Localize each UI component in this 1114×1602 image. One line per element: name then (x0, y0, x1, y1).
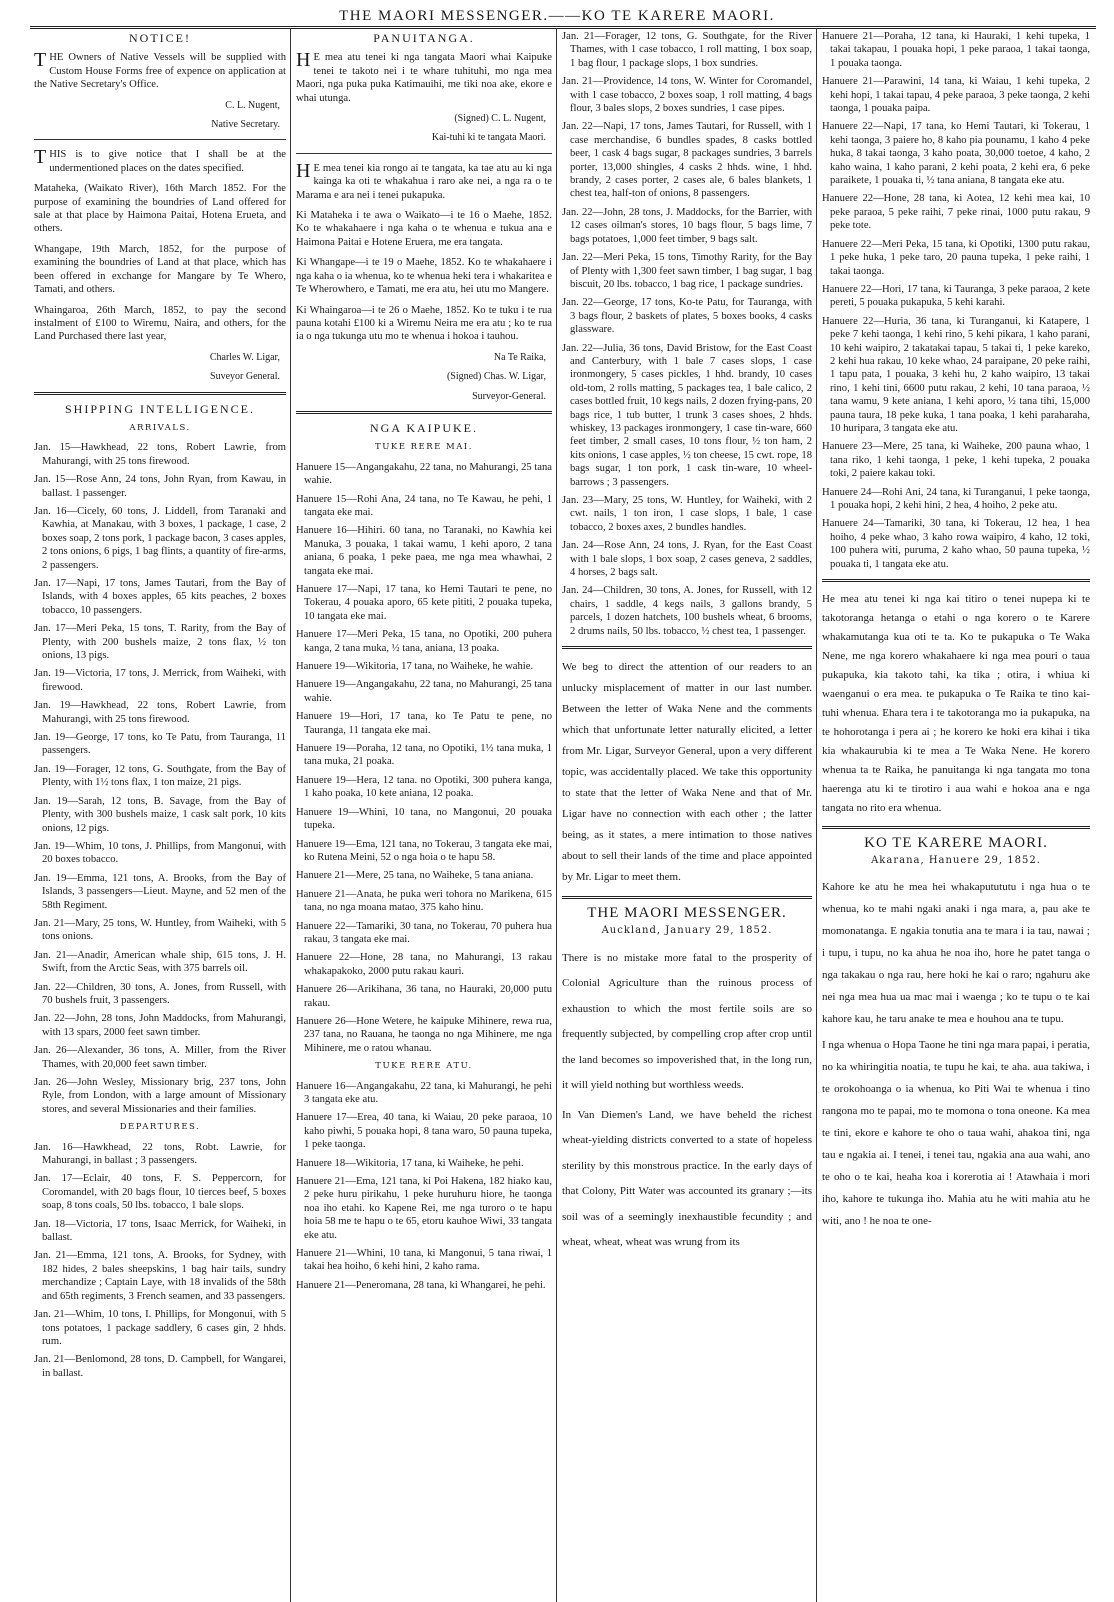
tuke-atu-entry: Hanuere 22—Huria, 36 tana, ki Turanganui, ki Katapere, 1 peke 7 kehi taonga, 1 kehi rino, 5 kehi pikara, 1 kaho parani, 10 kehi waipiro, 2 takatakai tapau, 5 takai ti, 1 peke kareko, 2 kehi hua rakau, 10 keke whao, 24 paraipane, 20 peke raihi, 1 tapu pata, 1 pouaka, 3 kehi hu, 2 kaho waipiro, 13 takai rino, 1 kehi tini, 6600 putu rakau, 2 kehi, 10 tana paraoa, ½ tana wamu, 9 kete aniana, 1 kehi aporo, ½ tana tihi, 15,000 pauna taura, 18 peke kuka, 1 tana poaka, 1 kehi paraharaha, 10 huripara, 3 tangata eke atu. (822, 315, 1090, 434)
arrival-entry: Jan. 22—Children, 30 tons, A. Jones, from Russell, with 70 bushels fruit, 3 passengers. (34, 981, 286, 1006)
tuke-atu-entry: Hanuere 21—Peneromana, 28 tana, ki Whangarei, he pehi. (296, 1279, 546, 1291)
departure-entry: Jan. 21—Benlomond, 28 tons, D. Campbell, for Wangarei, in ballast. (34, 1354, 286, 1379)
departure-entry: Jan. 22—Meri Peka, 15 tons, Timothy Rarity, for the Bay of Plenty with 1,300 feet sawn timber, 1 bag sugar, 1 bag biscuit, 20 lbs. tobacco, 1 bag rice, 1 package sundries. (562, 252, 812, 290)
tuke-mai-entry: Hanuere 17—Meri Peka, 15 tana, no Opotiki, 200 puhera kanga, 2 tana muka, ½ tana, aniana, 13 poaka. (296, 629, 552, 654)
tuke-mai-entry: Hanuere 22—Hone, 28 tana, no Mahurangi, 13 rakau whakapakoko, 2000 putu rakau kauri. (296, 952, 552, 977)
tuke-atu-entry: Hanuere 21—Poraha, 12 tana, ki Hauraki, 1 kehi tupeka, 1 takai takapau, 1 pouaka hopi, 1 peke paraoa, 1 takai taonga, 1 pouaka taonga. (822, 31, 1090, 69)
arrival-entry: Jan. 19—Emma, 121 tons, A. Brooks, from the Bay of Islands, 3 passengers—Lieut. Mayne, and 52 men of the 58th Regiment. (34, 872, 286, 911)
editorial-paragraph: There is no mistake more fatal to the prosperity of Colonial Agriculture than the ruinous process of exhaustion to which the most fertile soils are so frequently subjected, by compelling crop after crop until the land becomes so impoverished that, in the long run, it will yield nothing but worthless weeds. (562, 951, 812, 1092)
arrival-entry: Jan. 19—Hawkhead, 22 tons, Robert Lawrie, from Mahurangi, with 25 tons firewood. (34, 700, 286, 725)
masthead: THE MAORI MESSENGER.——KO TE KARERE MAORI. (339, 8, 775, 24)
panuitanga-signature: (Signed) C. L. Nugent, (454, 113, 546, 125)
arrival-entry: Jan. 19—Victoria, 17 tons, J. Merrick, from Waiheki, with firewood. (34, 668, 286, 693)
tuke-mai-entry: Hanuere 22—Tamariki, 30 tana, no Tokerau, 70 puhera hua rakau, 3 tangata eke mai. (296, 920, 552, 945)
tuke-mai-entry: Hanuere 15—Rohi Ana, 24 tana, no Te Kawau, he pehi, 1 tangata eke mai. (296, 493, 552, 518)
departure-entry: Jan. 22—George, 17 tons, Ko-te Patu, for Tauranga, with 3 bags flour, 2 baskets of plates, 5 boxes books, 4 casks glassware. (562, 297, 812, 336)
raika-paragraph: Ki Whangape—i te 19 o Maehe, 1852. Ko te whakahaere i nga kaha o ia whenua, ko te whenua heki tera i whakaritea e Te Wherowhero, e Tamati, me era atu, hei utu mo Mangere. (296, 257, 552, 296)
column-4 (822, 30, 1090, 1602)
tuke-mai-entry: Hanuere 19—Hori, 17 tana, ko Te Patu te pene, no Tauranga, 11 tangata eke mai. (296, 711, 552, 736)
tuke-atu-entry: Hanuere 22—Hori, 17 tana, ki Tauranga, 3 peke paraoa, 2 kete pereti, 5 pouaka pukapuka, 5 kehi karahi. (822, 283, 1090, 309)
divider (34, 139, 286, 140)
tuke-mai-heading: TUKE RERE MAI. (375, 442, 473, 453)
divider (562, 896, 812, 899)
tuke-atu-entry: Hanuere 22—Hone, 28 tana, ki Aotea, 12 kehi mea kai, 10 peke paraoa, 5 peke raihi, 7 peke rinai, 1000 putu rakau, 9 peke tote. (822, 193, 1090, 232)
tuke-atu-heading: TUKE RERE ATU. (375, 1061, 473, 1072)
tuke-atu-entry: Hanuere 21—Parawini, 14 tana, ki Waiau, 1 kehi tupeka, 2 kehi hopi, 1 takai tapau, 4 peke paraoa, 3 peke taonga, 2 kehi taonga, 1 pouaka paipa. (822, 76, 1090, 115)
tuke-atu-entry: Hanuere 17—Erea, 40 tana, ki Waiau, 20 peke paraoa, 10 kaho piwhi, 5 pouaka hopi, 8 tana waro, 50 pauna tupeka, 1 peke taonga. (296, 1112, 552, 1151)
column-divider (290, 28, 291, 1602)
arrivals-list (34, 441, 286, 1116)
raika-signature-title: Surveyor-General. (472, 390, 546, 402)
tuke-mai-entry: Hanuere 16—Hihiri. 60 tana, no Taranaki, no Kawhia kei Manuka, 3 pouaka, 1 takai wamu, 1 kehi aporo, 2 tana aniana, 6 poaka, 1 peke paea, me nga mea whawhai, 2 tangata eke mai. (296, 525, 552, 577)
departures-list (34, 1141, 286, 1381)
tuke-mai-entry: Hanuere 21—Anata, he puka weri tohora no Marikena, 615 tana, no nga moana matao, 375 kaho hinu. (296, 888, 552, 914)
departure-entry: Jan. 21—Providence, 14 tons, W. Winter for Coromandel, with 1 case tobacco, 2 boxes soap, 1 roll matting, 4 bags flour, 3 bales slops, 2 boxes sundries, 1 case pipes. (562, 76, 812, 115)
karere-dateline: Akarana, Hanuere 29, 1852. (871, 855, 1041, 867)
tuke-atu-entry: Hanuere 18—Wikitoria, 17 tana, ki Waiheke, he pehi. (296, 1157, 524, 1169)
panuitanga-signature-title: Kai-tuhi ki te tangata Maori. (431, 132, 546, 144)
tuke-atu-list (296, 1080, 552, 1293)
tuke-atu-entry: Hanuere 23—Mere, 25 tana, ki Waiheke, 200 pauna whao, 1 tana riko, 1 kehi taonga, 1 peke, 1 kehi tupeka, 2 pouaka toki, 2 paiere kakau toki. (822, 441, 1090, 480)
arrival-entry: Jan. 15—Hawkhead, 22 tons, Robert Lawrie, from Mahurangi, with 25 tons firewood. (34, 442, 286, 467)
messenger-title: THE MAORI MESSENGER. (587, 905, 787, 922)
arrival-entry: Jan. 17—Napi, 17 tons, James Tautari, from the Bay of Islands, with 4 boxes apples, 65 kits peaches, 2 boxes tobacco, 10 passengers. (34, 578, 286, 616)
tuke-atu-entry: Hanuere 24—Rohi Ani, 24 tana, ki Turanganui, 1 peke taonga, 1 pouaka hopi, 2 kehi hini, 2 hea, 4 hoiho, 2 peke atu. (822, 486, 1090, 511)
tuke-atu-entry: Hanuere 22—Napi, 17 tana, ko Hemi Tautari, ki Tokerau, 1 kehi taonga, 3 paiere ho, 8 kaho pia pounamu, 1 kaho 4 peke huka, 8 takai taonga, 3 kaho poata, 30,000 toetoe, 4 kaho, 2 kaho waina, 1 kaho parani, 2 kehi poata, 2 kehi era, 6 peke paraikete, 1 pouaka ti, ½ tana aniana, 8 tangata eke atu. (822, 121, 1090, 187)
messenger-dateline: Auckland, January 29, 1852. (601, 925, 773, 937)
tuke-atu-entry: Hanuere 16—Angangakahu, 22 tana, ki Mahurangi, he pehi 3 tangata eke atu. (296, 1080, 552, 1105)
arrival-entry: Jan. 19—Whim, 10 tons, J. Phillips, from Mangonui, with 20 boxes tobacco. (34, 840, 286, 866)
tuke-atu-entry: Hanuere 21—Ema, 121 tana, ki Poi Hakena, 182 hiako kau, 2 peke huru pirikahu, 1 peke huruhuru hiore, he taonga noa iho etahi. ko Kapene Rei, me nga turoro o te hapu hoia 58 me te hapu o te 65, etoru kauhoe Wiwi, 33 tangata eke atu. (296, 1176, 552, 1241)
ligar-paragraph: Whangape, 19th March, 1852, for the purpose of examining the boundries of Land at that place, which has been offered in exchange for Mangare by Te Whero, Tamati, and others. (34, 243, 286, 296)
column-divider (816, 28, 817, 1602)
arrival-entry: Jan. 19—George, 17 tons, ko Te Patu, from Tauranga, 11 passengers. (34, 732, 286, 757)
arrival-entry: Jan. 26—John Wesley, Missionary brig, 237 tons, John Ryle, from London, with a large amount of Missionary stores, and several Missionaries and their families. (34, 1077, 286, 1115)
departures-heading: DEPARTURES. (119, 1122, 201, 1133)
masthead-rule (30, 26, 1096, 29)
departures-continued-list (562, 30, 812, 638)
arrival-entry: Jan. 21—Mary, 25 tons, W. Huntley, from Waiheki, with 5 tons onions. (34, 917, 286, 943)
departure-entry: Jan. 18—Victoria, 17 tons, Isaac Merrick, for Waiheki, in ballast. (34, 1218, 286, 1244)
shipping-heading: SHIPPING INTELLIGENCE. (65, 401, 255, 416)
notice-heading: NOTICE! (129, 31, 191, 45)
column-1 (34, 30, 286, 1602)
tuke-mai-entry: Hanuere 19—Wikitoria, 17 tana, no Waiheke, he wahie. (296, 661, 534, 673)
arrival-entry: Jan. 16—Cicely, 60 tons, J. Liddell, from Taranaki and Kawhia, at Manakau, with 3 boxes, 1 package, 1 case, 2 boxes soap, 2 tons pork, 1 package bacon, 3 cases apples, 2 tons onions, 6 pigs, 1 bag flints, a quantity of fire-arms, 2 passengers. (34, 505, 286, 571)
arrival-entry: Jan. 19—Sarah, 12 tons, B. Savage, from the Bay of Plenty, with 300 bushels maize, 1 cask salt pork, 10 kits onions, 12 pigs. (34, 795, 286, 834)
arrival-entry: Jan. 15—Rose Ann, 24 tons, John Ryan, from Kawau, in ballast. 1 passenger. (34, 474, 286, 499)
notice-signature: C. L. Nugent, (225, 99, 280, 111)
departure-entry: Jan. 23—Mary, 25 tons, W. Huntley, for Waiheki, with 2 cwt. nails, 1 ton iron, 1 case slops, 1 bale, 1 case tobacco, 2 boxes axes, 2 bundles handles. (562, 495, 812, 533)
divider (296, 153, 552, 154)
departure-entry: Jan. 17—Eclair, 40 tons, F. S. Peppercorn, for Coromandel, with 20 bags flour, 10 tierces beef, 5 boxes soap, 8 tons coals, 50 lbs. tobacco, 1 bale slops. (34, 1173, 286, 1212)
tuke-atu-entry: Hanuere 24—Tamariki, 30 tana, ki Tokerau, 12 hea, 1 hea hoiho, 4 peke whao, 3 kaho rowa waipiro, 4 kaho, 12 toki, 100 puhera witi, puruma, 2 kaho whao, 50 pauna tupeka, ½ pouaka ti, 1 tangata eke atu. (822, 518, 1090, 570)
arrival-entry: Jan. 19—Forager, 12 tons, G. Southgate, from the Bay of Plenty, with 1½ tons flax, 1 ton maize, 21 pigs. (34, 763, 286, 789)
ligar-signature-title: Suveyor General. (210, 371, 280, 383)
raika-signature: (Signed) Chas. W. Ligar, (446, 371, 546, 383)
kaipuke-heading: NGA KAIPUKE. (370, 420, 478, 435)
tuke-mai-entry: Hanuere 15—Angangakahu, 22 tana, no Mahurangi, 25 tana wahie. (296, 461, 552, 487)
editorial-paragraph-maori: Kahore ke atu he mea hei whakaputututu i nga hua o te whenua, ko te mahi ngaki anaki i nga mara, a, pau ake te momonatanga. E ngakia tonutia ana te mara i ia tau, nawai ; i tupu, i tupu, no ka ahua he noa iho, hore he patet tanga o nga takakau o nga rau, here hoki he kai o raro; ngahuru ake nei nga mea hua ua mac mai i waenga ; ko te tupu o te kai kahore kau, he taru anake te mea e houhou ana te tupu. (822, 880, 1090, 1025)
arrival-entry: Jan. 21—Anadir, American whale ship, 615 tons, J. H. Swift, from the Arctic Seas, with 375 barrels oil. (34, 949, 286, 975)
tuke-mai-entry: Hanuere 19—Whini, 10 tana, no Mangonui, 20 pouaka tupeka. (296, 806, 552, 832)
departure-entry: Jan. 24—Children, 30 tons, A. Jones, for Russell, with 12 chairs, 1 saddle, 4 kegs nails, 3 gallons brandy, 5 parcels, 1 dozen hatchets, 100 bushels wheat, 6 brooms, 2 drums nails, 50 lbs. tobacco, ½ chest tea, 1 passenger. (562, 585, 812, 637)
panuitanga-heading: PANUITANGA. (373, 31, 475, 45)
departure-entry: Jan. 21—Forager, 12 tons, G. Southgate, for the River Thames, with 1 case tobacco, 1 roll matting, 1 box soap, 1 bag flour, 1 package slops, 1 box sundries. (562, 31, 812, 69)
arrival-entry: Jan. 17—Meri Peka, 15 tons, T. Rarity, from the Bay of Plenty, with 200 bushels maize, 2 tons flax, ½ ton onions, 13 pigs. (34, 623, 286, 662)
tuke-mai-entry: Hanuere 26—Hone Wetere, he kaipuke Mihinere, rewa rua, 237 tana, no Rauana, he taonga no nga Mihinere, me nga Mihinere, me o ratou whanau. (296, 1015, 552, 1054)
column-divider (556, 28, 557, 1602)
tuke-mai-entry: Hanuere 26—Arikihana, 36 tana, no Hauraki, 20,000 putu rakau. (296, 984, 552, 1009)
raika-signature: Na Te Raika, (493, 351, 546, 363)
tuke-mai-entry: Hanuere 21—Mere, 25 tana, no Waiheke, 5 tana aniana. (296, 870, 534, 882)
column-3 (562, 30, 812, 1602)
ligar-intro: THIS is to give notice that I shall be at the undermentioned places on the dates specified. (34, 146, 286, 174)
notice-text: THE Owners of Native Vessels will be supplied with Custom House Forms free of expence on application at the Native Secretary's Office. (34, 49, 286, 91)
departure-entry: Jan. 21—Whim, 10 tons, I. Phillips, for Mongonui, with 5 tons potatoes, 1 package saddlery, 6 cases gin, 2 hhds. rum. (34, 1309, 286, 1347)
tuke-atu-continued-list (822, 30, 1090, 571)
departure-entry: Jan. 21—Emma, 121 tons, A. Brooks, for Sydney, with 182 hides, 2 bales sheepskins, 1 bag hair tails, sundry merchandize ; Captain Laye, with 18 invalids of the 58th and 65th regiments, 3 French seamen, and 33 passengers. (34, 1250, 286, 1302)
editorial-paragraph: In Van Diemen's Land, we have beheld the richest wheat-yielding districts converted to a state of hopeless sterility by this monstrous practice. In the early days of that Colony, Pitt Water was accounted its granary ;—its soil was of a seemingly inexhaustible fecundity ; and wheat, wheat, wheat was wrung from its (562, 1108, 812, 1249)
misplacement-notice: We beg to direct the attention of our readers to an unlucky misplacement of matter in our last number. Between the letter of Waka Nene and the comments which that unfortunate letter naturally elicited, a letter from Mr. Ligar, Surveyor General, upon a very different topic, was accidentally placed. We take this opportunity to state that the letter of Waka Nene and that of Mr. Ligar have no connection with each other ; the latter being, as it states, a mere intimation to those natives about to sell their lands of the time and place appointed by Mr. Ligar to meet them. (562, 661, 812, 884)
raika-intro: HE mea tenei kia rongo ai te tangata, ka tae atu au ki nga kainga ka oti te whakahua i raro ake nei, a nga ra o te Marama e ara nei i tenei pukapuka. (296, 159, 552, 201)
notice-signature-title: Native Secretary. (211, 119, 280, 131)
misplacement-notice-maori: He mea atu tenei ki nga kai titiro o tenei nupepa ki te takotoranga hetanga o etahi o nga korero o te Karere whakamutanga kua oti te ta. Ko te pukapuka o Te Waka Nene, me nga korero whakahaere ki nga mea pouri o taua pukapuka, kia takoto tahi, ka tika ; otira, i whiua ki waenganui o era mea. te pukapuka o Te Raika te tino kai-tuhi whenua. Ehara tera i te takotoranga mo ia pukapuka, na te hohorotanga i pera ai ; he korero ke hoki era kihai i tika kia whakaurubia ki te mea a Te Waka Nene. He korero whenua ta te Raika, he panuitanga ki nga tangata mo tona haerenga atu ki te tirotiro i aua wahi e hokoa ana e nga tangata no rito era whenua. (822, 593, 1090, 815)
raika-paragraph: Ki Whaingaroa—i te 26 o Maehe, 1852. Ko te tuku i te rua pauna kotahi £100 ki a Wiremu Neira me era atu ; ko te rua ia o nga tukunga utu mo te whenua i hokoa i tauhou. (296, 304, 552, 343)
divider (822, 826, 1090, 829)
departure-entry: Jan. 24—Rose Ann, 24 tons, J. Ryan, for the East Coast with 1 bale slops, 1 box soap, 2 cases geneva, 2 saddles, 4 horses, 2 bags salt. (562, 540, 812, 579)
divider (822, 579, 1090, 582)
arrival-entry: Jan. 26—Alexander, 36 tons, A. Miller, from the River Thames, with 20,000 feet sawn timber. (34, 1045, 286, 1070)
tuke-mai-entry: Hanuere 19—Hera, 12 tana. no Opotiki, 300 puhera kanga, 1 kaho poaka, 10 kete aniana, 12 poaka. (296, 774, 552, 800)
tuke-mai-entry: Hanuere 17—Napi, 17 tana, ko Hemi Tautari te pene, no Tokerau, 4 pouaka aporo, 65 kete pititi, 2 pouaka tupeka, 10 tangata eke mai. (296, 584, 552, 622)
tuke-mai-entry: Hanuere 19—Angangakahu, 22 tana, no Mahurangi, 25 tana wahie. (296, 679, 552, 704)
ligar-paragraph: Whaingaroa, 26th March, 1852, to pay the second instalment of £100 to Wiremu, Naira, and others, for the Land Purchased there last year, (34, 304, 286, 343)
tuke-mai-entry: Hanuere 19—Ema, 121 tana, no Tokerau, 3 tangata eke mai, ko Rutena Meini, 52 o nga hoia o te hapu 58. (296, 838, 552, 863)
ligar-paragraph: Mataheka, (Waikato River), 16th March 1852. For the purpose of examining the boundries of Land offered for sale at that place by Haimona Paitai, Hotena Erueta, and others. (34, 183, 286, 235)
tuke-mai-list (296, 461, 552, 1055)
karere-title: KO TE KARERE MAORI. (864, 835, 1048, 852)
departure-entry: Jan. 22—Napi, 17 tons, James Tautari, for Russell, with 1 case merchandise, 6 bundles spades, 8 casks bottled beer, 1 cask 4 bags sugar, 8 packages sundries, 3 barrels porter, 13,000 shingles, 4 casks 2 hhds. wine, 1 hhd. brandy, 2 cases porter, 2 cases ale, 6 bales blankets, 1 chest tea, half-ton of onions, 8 passengers. (562, 121, 812, 200)
arrivals-heading: ARRIVALS. (129, 422, 191, 433)
departure-entry: Jan. 16—Hawkhead, 22 tons, Robt. Lawrie, for Mahurangi, in ballast ; 3 passengers. (34, 1141, 286, 1167)
panuitanga-text: HE mea atu tenei ki nga tangata Maori whai Kaipuke tenei te takoto nei i te whare tuhituhi, mo nga mea Maori, nga puka puka Katimauihi, me tiki noa ake, ekore e whai utunga. (296, 49, 552, 104)
divider (296, 411, 552, 414)
arrival-entry: Jan. 22—John, 28 tons, John Maddocks, from Mahurangi, with 13 spars, 2000 feet sawn timber. (34, 1013, 286, 1038)
editorial-paragraph-maori: I nga whenua o Hopa Taone he tini nga mara papai, i peratia, no ka whiringitia noatia, te tupu he kai, te aha. aua takiwa, i te orokohoanga o ia whenua, ko Piti Wai te whenua i tino rangona mo te papai, mo te momona o tona oneone. Ka mea te tini, ekore e kahore te oho o taua wahi, ahakoa tini, nga tau e ngakia ai. I tenei, i tenei tau, ngakia ana aua wahi, ano te oho o te kai, heaha koa i korerotia ai ! Atawhaia i mori iho, kahore te tukunga iho. Mahia atu he witi mahia atu he witi, ano ! he noa te one- (822, 1038, 1090, 1227)
tuke-atu-entry: Hanuere 21—Whini, 10 tana, ki Mangonui, 5 tana riwai, 1 takai hea hoiho, 6 kehi hini, 2 kaho rama. (296, 1248, 552, 1273)
raika-paragraph: Ki Mataheka i te awa o Waikato—i te 16 o Maehe, 1852. Ko te whakahaere i nga kaha o te whenua e tukua ana e Haimona Paitai e Hotene Eruera, me era tangata. (296, 210, 552, 248)
column-2 (296, 30, 552, 1602)
departure-entry: Jan. 22—John, 28 tons, J. Maddocks, for the Barrier, with 12 cases oilman's stores, 10 bags flour, 5 bags lime, 7 bags potatoes, 1,000 feet timber, 9 bags salt. (562, 206, 812, 245)
departure-entry: Jan. 22—Julia, 36 tons, David Bristow, for the East Coast and Canterbury, with 1 bale 7 cases slops, 1 case ironmongery, 5 cases pickles, 1 hhd. brandy, 10 cases old-tom, 2 rolls matting, 5 packages tea, 1 bale calico, 2 cases bottled fruit, 10 kegs nails, 2 dozen frying-pans, 20 bags rice, 1 tub butter, 1 trunk 3 cases shoes, 2 hhds. whiskey, 13 packages ironmongery, 1 case tin-ware, 660 feet timber, 2 small cases, 10 tons flour, ½ ton ham, 2 kits onions, 1 case apples, ½ ton cheese, 15 cwt. rope, 18 bags sugar, 1 ton pork, 1 cask tin-ware, 10 wheel-barrows ; 3 passengers. (562, 342, 812, 488)
tuke-mai-entry: Hanuere 19—Poraha, 12 tana, no Opotiki, 1½ tana muka, 1 tana muka, 21 poaka. (296, 743, 552, 768)
tuke-atu-entry: Hanuere 22—Meri Peka, 15 tana, ki Opotiki, 1300 putu rakau, 1 peke huka, 1 peke taro, 20 pauna tupeka, 1 peke raihi, 1 takai taonga. (822, 238, 1090, 277)
divider (34, 392, 286, 395)
divider (562, 646, 812, 649)
ligar-signature: Charles W. Ligar, (209, 351, 280, 363)
